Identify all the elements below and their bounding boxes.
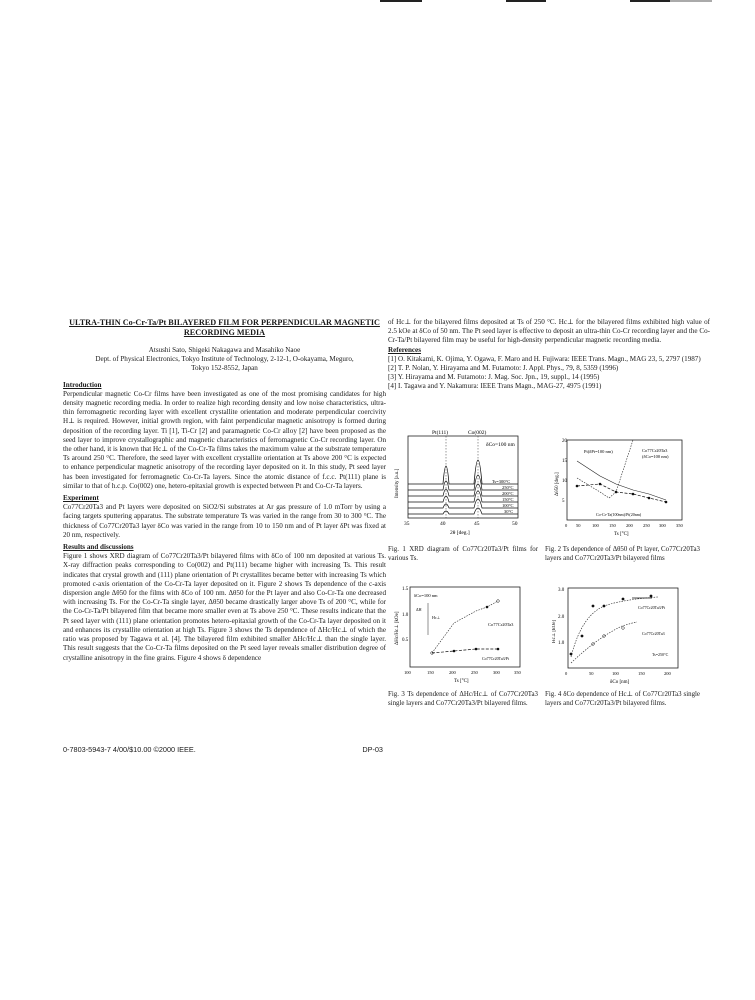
- reference-item: [4] I. Tagawa and Y. Nakamura: IEEE Trans Magn., MAG-27, 4975 (1991): [388, 382, 602, 391]
- paper-code: DP-03: [362, 745, 383, 754]
- svg-text:200: 200: [449, 670, 456, 675]
- svg-text:Ts [°C]: Ts [°C]: [454, 679, 469, 684]
- svg-text:100: 100: [592, 523, 599, 528]
- svg-text:Co-Cr-Ta(100nm)/Pt(20nm): Co-Cr-Ta(100nm)/Pt(20nm): [596, 512, 642, 517]
- figure-1-caption: Fig. 1 XRD diagram of Co77Cr20Ta3/Pt films for various Ts.: [388, 546, 538, 562]
- svg-text:150: 150: [427, 670, 434, 675]
- page-footer: [63, 745, 383, 754]
- svg-text:Δθ50 [deg.]: Δθ50 [deg.]: [555, 472, 560, 496]
- svg-text:40: 40: [440, 521, 446, 527]
- figure-2-dispersion-chart: [552, 436, 702, 538]
- scan-mark: [380, 0, 422, 2]
- svg-text:0.5: 0.5: [402, 638, 409, 643]
- reference-item: [3] Y. Hirayama and M. Futamoto: J. Mag. Soc. Jpn., 19, suppl., 14 (1995): [388, 373, 600, 382]
- svg-text:Pt(111): Pt(111): [432, 430, 449, 436]
- right-column: [388, 318, 710, 392]
- scan-mark: [630, 0, 670, 2]
- svg-text:20: 20: [562, 439, 567, 444]
- figure-2-caption: Fig. 2 Ts dependence of Δθ50 of Pt layer, Co77Cr20Ta3 layers and Co77Cr20Ta3/Pt bilayered films: [545, 546, 700, 562]
- svg-text:350: 350: [676, 523, 683, 528]
- svg-text:15: 15: [562, 459, 567, 464]
- svg-text:Ts=250°C: Ts=250°C: [652, 652, 669, 657]
- svg-text:150: 150: [638, 671, 645, 676]
- svg-text:Ts [°C]: Ts [°C]: [614, 532, 629, 537]
- svg-text:5: 5: [562, 499, 565, 504]
- svg-text:45: 45: [474, 521, 480, 527]
- figure-4-coercivity-chart: [552, 583, 702, 685]
- svg-text:350: 350: [514, 670, 521, 675]
- references-heading: References: [388, 345, 421, 354]
- svg-text:300: 300: [659, 523, 666, 528]
- svg-text:300: 300: [493, 670, 500, 675]
- svg-text:ΔH: ΔH: [416, 607, 422, 612]
- svg-text:100: 100: [612, 671, 619, 676]
- continuation-text: of Hc⊥ for the bilayered films deposited at Ts of 250 °C. Hc⊥ for the bilayered films exhibited high value of 2.5 kOe at δCo of 50 nm. The Pt seed layer is effective to deposit an ultra-thin Co-Cr recording layer and the Co-Cr-Ta/Pt bilayered film may be useful for high-density perpendicular magnetic recording media.: [388, 318, 710, 345]
- svg-text:1.0: 1.0: [558, 641, 565, 646]
- author-list: [63, 346, 386, 374]
- svg-text:ΔHc/Hc⊥ [kOe]: ΔHc/Hc⊥ [kOe]: [395, 611, 400, 645]
- svg-text:50: 50: [589, 671, 594, 676]
- svg-text:0: 0: [565, 671, 568, 676]
- experiment-text: Co77Cr20Ta3 and Pt layers were deposited on SiO2/Si substrates at Ar gas pressure of 1.0 mTorr by using a facing targets sputtering apparatus. The substrate temperature Ts was varied in the range from 30 to 300 °C. The thickness of Co77Cr20Ta3 layer δCo was varied in the range from 10 to 150 nm and of Pt layer δPt was fixed at 20 nm, respectively.: [63, 503, 386, 539]
- svg-text:250: 250: [471, 670, 478, 675]
- svg-text:3.0: 3.0: [558, 588, 565, 593]
- figure-3-caption: Fig. 3 Ts dependence of ΔHc/Hc⊥ of Co77Cr20Ta3 single layers and Co77Cr20Ta3/Pt bilayered films.: [388, 691, 538, 707]
- scan-mark: [670, 0, 712, 2]
- svg-text:250°C: 250°C: [502, 485, 514, 490]
- svg-text:250: 250: [643, 523, 650, 528]
- svg-text:0: 0: [565, 523, 568, 528]
- results-text: Figure 1 shows XRD diagram of Co77Cr20Ta3/Pt bilayered films with δCo of 100 nm deposited at various Ts. X-ray diffraction peaks corresponding to Co(002) and Pt(111) became higher with increasing Ts. This result indicates that crystal growth and (111) plane orientation of Pt crystallites became better with increasing Ts which promoted c-axis orientation of the Co-Cr-Ta layer deposited on it. Figure 2 shows Ts dependence of the c-axis dispersion angle Δθ50 for the films with δCo of 100 nm. Δθ50 for the Pt layer and also Co-Cr-Ta one decreased with increasing Ts. For the Co-Cr-Ta single layer, Δθ50 became drastically larger above Ts of 200 °C, while for the Co-Cr-Ta/Pt bilayered film that became more smaller even at Ts above 250 °C. These results indicate that the Pt seed layer with (111) plane orientation promotes hetero-epitaxial growth of the Co-Cr-Ta layer deposited on it and enhances its crystallite orientation at high Ts. Figure 3 shows the Ts dependence of ΔHc/Hc⊥ of which the ratio was proposed by Tagawa et al. [4]. The bilayered film exhibited smaller ΔHc/Hc⊥ than the single layer. This result suggests that the Co-Cr-Ta films deposited on the Pt seed layer reveals smaller distribution degree of crystalline anisotropy in the fine grains. Figure 4 shows δ dependence: [63, 552, 386, 662]
- svg-text:Hc⊥: Hc⊥: [432, 615, 441, 620]
- svg-text:Co77Cr20Ta3/Pt: Co77Cr20Ta3/Pt: [482, 656, 510, 661]
- svg-text:Ts=300°C: Ts=300°C: [492, 479, 511, 484]
- svg-text:200°C: 200°C: [502, 491, 514, 496]
- paper-title: ULTRA-THIN Co-Cr-Ta/Pt BILAYERED FILM FOR PERPENDICULAR MAGNETIC RECORDING MEDIA: [69, 318, 380, 337]
- svg-text:100: 100: [404, 670, 411, 675]
- svg-text:50: 50: [512, 521, 518, 527]
- reference-item: [2] T. P. Nolan, Y. Hirayama and M. Futamoto: J. Appl. Phys., 79, 8, 5359 (1996): [388, 364, 619, 373]
- svg-text:Intensity [a.u.]: Intensity [a.u.]: [395, 468, 400, 498]
- svg-text:30°C: 30°C: [504, 509, 514, 514]
- reference-item: [1] O. Kitakami, K. Ojima, Y. Ogawa, F. Maro and H. Fujiwara: IEEE Trans. Magn., MAG 23, 5, 2797 (1987): [388, 354, 701, 363]
- scan-mark: [506, 0, 546, 2]
- figure-1-xrd-chart: [388, 428, 538, 538]
- svg-text:200: 200: [664, 671, 671, 676]
- svg-text:2θ [deg.]: 2θ [deg.]: [450, 530, 470, 536]
- svg-text:35: 35: [404, 521, 410, 527]
- svg-text:Co77Cr20Ta3: Co77Cr20Ta3: [488, 622, 514, 627]
- figure-4-caption: Fig. 4 δCo dependence of Hc⊥ of Co77Cr20Ta3 single layers and Co77Cr20Ta3/Pt bilayered films.: [545, 691, 700, 707]
- left-column: [63, 318, 386, 663]
- svg-text:Co77Cr20Ta3: Co77Cr20Ta3: [642, 631, 665, 636]
- affiliation: Dept. of Physical Electronics, Tokyo Institute of Technology, 2-12-1, O-okayama, Meguro,: [95, 355, 354, 364]
- svg-text:Co(002): Co(002): [468, 430, 487, 436]
- svg-text:δCo=100 nm: δCo=100 nm: [414, 593, 438, 598]
- svg-text:δCo [nm]: δCo [nm]: [610, 680, 630, 685]
- svg-text:10: 10: [562, 479, 567, 484]
- introduction-heading: Introduction: [63, 380, 102, 389]
- svg-text:2.0: 2.0: [558, 615, 565, 620]
- authors: Atsushi Sato, Shigeki Nakagawa and Masahiko Naoe: [148, 346, 301, 354]
- svg-text:150°C: 150°C: [502, 497, 514, 502]
- figure-3-ratio-chart: [392, 583, 542, 685]
- isbn-copyright: 0-7803-5943-7 4/00/$10.00 ©2000 IEEE.: [63, 745, 196, 754]
- experiment-heading: Experiment: [63, 494, 99, 503]
- svg-text:Hc⊥ [kOe]: Hc⊥ [kOe]: [552, 619, 557, 643]
- svg-text:δCo=100 nm: δCo=100 nm: [486, 442, 515, 448]
- svg-text:1.5: 1.5: [402, 587, 409, 592]
- results-heading: Results and discussions: [63, 543, 134, 552]
- svg-text:1.0: 1.0: [402, 613, 409, 618]
- svg-text:(δCo=100 nm): (δCo=100 nm): [642, 454, 669, 459]
- svg-text:150: 150: [609, 523, 616, 528]
- svg-text:Co77Cr20Ta3/Pt: Co77Cr20Ta3/Pt: [638, 605, 666, 610]
- svg-text:Pt(δPt=100 nm): Pt(δPt=100 nm): [584, 449, 613, 454]
- svg-text:100°C: 100°C: [502, 503, 514, 508]
- svg-text:50: 50: [576, 523, 581, 528]
- svg-text:200: 200: [626, 523, 633, 528]
- affiliation-city: Tokyo 152-8552, Japan: [191, 364, 258, 373]
- svg-text:Co77Cr20Ta3: Co77Cr20Ta3: [642, 448, 668, 453]
- introduction-text: Perpendicular magnetic Co-Cr films have been investigated as one of the most promising candidates for high density magnetic recording media. In order to realize high recording density and low noise characteristics, ultra-thin ferromagnetic recording layer with excellent crystallite orientation and moderate perpendicular coercivity H⊥ is required. However, initial growth region, with faint perpendicular magnetic anisotropy is formed during deposition of the recording layer. Ti [1], Ti-Cr [2] and paramagnetic Co-Cr alloy [2] have been proposed as the seed layer to improve crystallographic and magnetic characteristics of ferromagnetic Co-Cr recording layer. On the other hand, it is known that Hc⊥ of the Co-Cr-Ta films takes the maximum value at the substrate temperature Ts around 250 °C. Therefore, the seed layer with excellent crystallite orientation at Ts above 200 °C is expected to enhance perpendicular magnetic anisotropy of the recording layer deposited on it. In this study, Pt seed layer has been investigated for ferromagnetic Co-Cr-Ta layers. Since the atomic distance of f.c.c. Pt(111) plane is similar to that of h.c.p. Co(002) one, hetero-epitaxial growth is expected between Pt and Co-Cr-Ta layers.: [63, 389, 386, 490]
